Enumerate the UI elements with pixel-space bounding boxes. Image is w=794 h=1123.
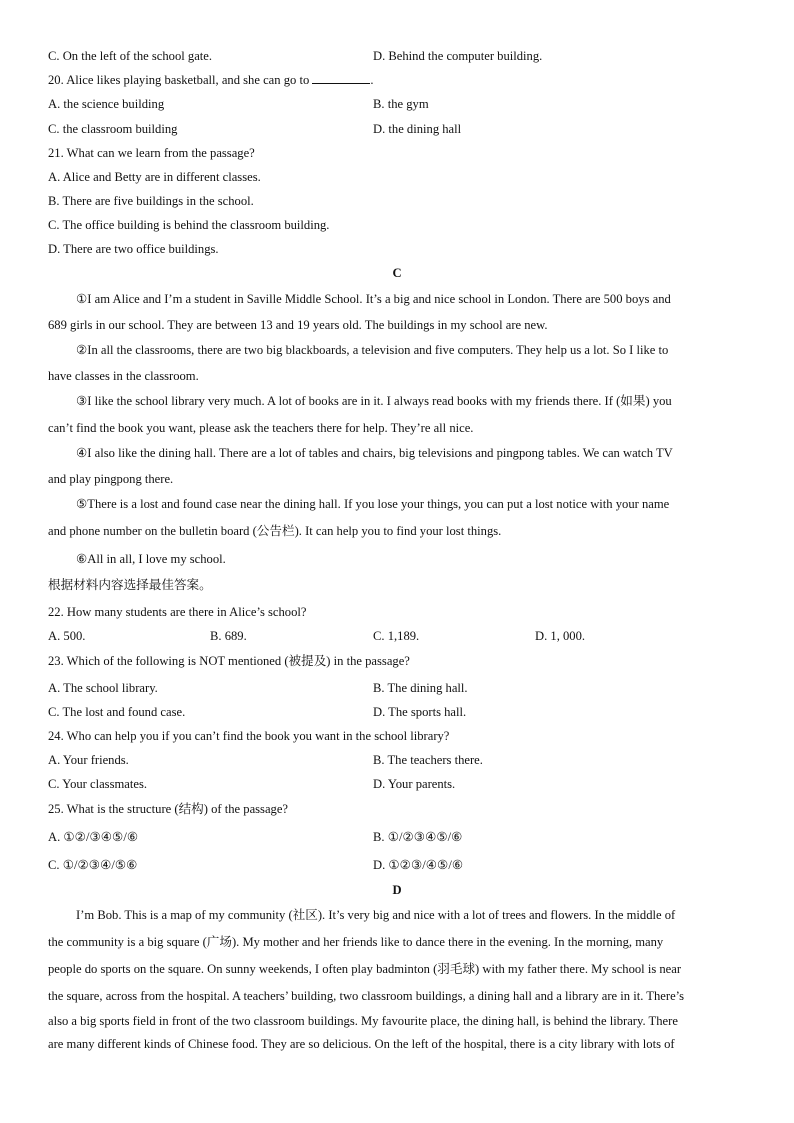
q20-option-d: D. the dining hall (373, 122, 462, 136)
q20-stem-end: . (370, 73, 374, 87)
passage-c-p5-line1: ⑤There is a lost and found case near the dining hall. If you lose your things, you can put a lost notice with your name (76, 497, 670, 511)
q23-option-d: D. The sports hall. (373, 705, 467, 719)
q21-option-d: D. There are two office buildings. (48, 242, 219, 256)
q22-option-b: B. 689. (210, 629, 247, 643)
q19-option-d: D. Behind the computer building. (373, 49, 543, 63)
q22-option-d: D. 1, 000. (535, 629, 586, 643)
q20-stem (48, 72, 374, 88)
q23-option-a: A. The school library. (48, 681, 158, 695)
passage-d-line6: are many different kinds of Chinese food. They are so delicious. On the left of the hospital, there is a city library with lots of (48, 1037, 675, 1051)
q21-option-a: A. Alice and Betty are in different classes. (48, 170, 261, 184)
passage-d-line5: also a big sports field in front of the two classroom buildings. My favourite place, the dining hall, is behind the library. There (48, 1014, 678, 1028)
passage-c-p3-line2: can’t find the book you want, please ask the teachers there for help. They’re all nice. (48, 421, 474, 435)
answer-blank (312, 72, 370, 84)
q25-option-b: B. ①/②③④⑤/⑥ (373, 830, 463, 844)
q25-option-c: C. ①/②③④/⑤⑥ (48, 858, 138, 872)
section-c-heading: C (392, 266, 402, 280)
passage-c-p2-line1: ②In all the classrooms, there are two big blackboards, a television and five computers. They help us a lot. So I like to (76, 343, 669, 357)
q20-option-c: C. the classroom building (48, 122, 178, 136)
q20-option-b: B. the gym (373, 97, 429, 111)
passage-d-line1: I’m Bob. This is a map of my community (社区). It’s very big and nice with a lot of trees and flowers. In the middle of (76, 908, 676, 922)
q21-option-c: C. The office building is behind the classroom building. (48, 218, 330, 232)
q24-option-d: D. Your parents. (373, 777, 456, 791)
passage-c-p3-line1: ③I like the school library very much. A lot of books are in it. I always read books with my friends there. If (如果) you (76, 394, 672, 408)
q20-option-a: A. the science building (48, 97, 165, 111)
passage-c-p6: ⑥All in all, I love my school. (76, 552, 226, 566)
q25-option-a: A. ①②/③④⑤/⑥ (48, 830, 139, 844)
q22-option-a: A. 500. (48, 629, 86, 643)
instruction-text: 根据材料内容选择最佳答案。 (48, 578, 212, 592)
passage-d-line4: the square, across from the hospital. A teachers’ building, two classroom buildings, a dining hall and a library are in it. There’s (48, 989, 685, 1003)
passage-c-p4-line2: and play pingpong there. (48, 472, 174, 486)
q25-stem: 25. What is the structure (结构) of the passage? (48, 802, 289, 816)
passage-d-line3: people do sports on the square. On sunny weekends, I often play badminton (羽毛球) with my father there. My school is near (48, 962, 682, 976)
q22-stem: 22. How many students are there in Alice’s school? (48, 605, 307, 619)
q23-option-b: B. The dining hall. (373, 681, 468, 695)
q23-option-c: C. The lost and found case. (48, 705, 186, 719)
q24-option-a: A. Your friends. (48, 753, 129, 767)
passage-d-line2: the community is a big square (广场). My mother and her friends like to dance there in the evening. In the morning, many (48, 935, 664, 949)
q24-option-c: C. Your classmates. (48, 777, 148, 791)
passage-c-p1-line2: 689 girls in our school. They are between 13 and 19 years old. The buildings in my school are new. (48, 318, 548, 332)
q25-option-d: D. ①②③/④⑤/⑥ (373, 858, 464, 872)
q21-stem: 21. What can we learn from the passage? (48, 146, 255, 160)
passage-c-p1-line1: ①I am Alice and I’m a student in Saville Middle School. It’s a big and nice school in London. There are 500 boys and (76, 292, 671, 306)
q22-option-c: C. 1,189. (373, 629, 420, 643)
q24-option-b: B. The teachers there. (373, 753, 483, 767)
q24-stem: 24. Who can help you if you can’t find the book you want in the school library? (48, 729, 450, 743)
q21-option-b: B. There are five buildings in the school. (48, 194, 254, 208)
q23-stem: 23. Which of the following is NOT mentioned (被提及) in the passage? (48, 654, 410, 668)
section-d-heading: D (392, 883, 402, 897)
passage-c-p4-line1: ④I also like the dining hall. There are a lot of tables and chairs, big televisions and pingpong tables. We can watch TV (76, 446, 673, 460)
passage-c-p5-line2: and phone number on the bulletin board (公告栏). It can help you to find your lost things. (48, 524, 502, 538)
passage-c-p2-line2: have classes in the classroom. (48, 369, 199, 383)
q19-option-c: C. On the left of the school gate. (48, 49, 213, 63)
q20-stem-text: 20. Alice likes playing basketball, and she can go to (48, 73, 310, 87)
